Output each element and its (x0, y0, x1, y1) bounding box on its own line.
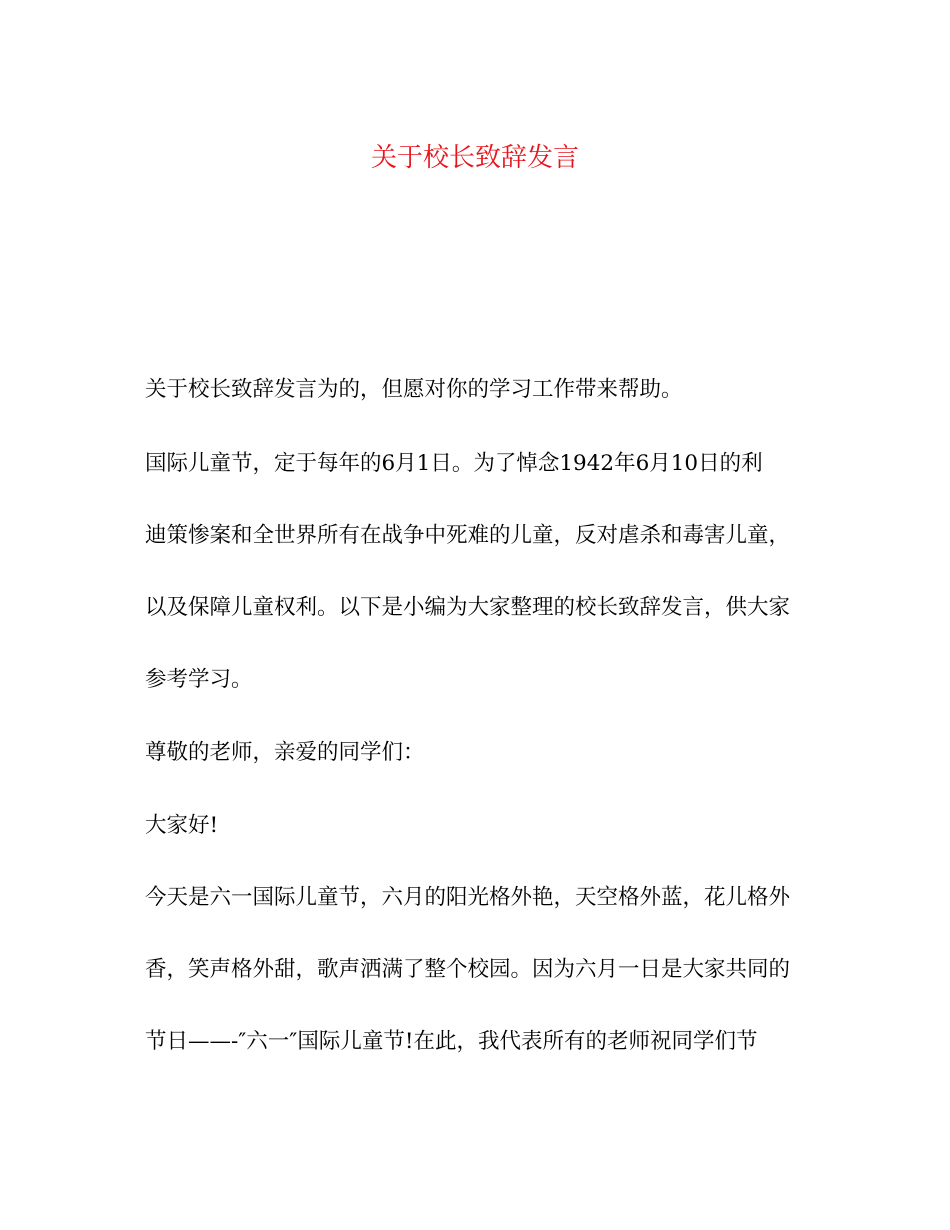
document-title: 关于校长致辞发言 (370, 143, 579, 173)
paragraph-line: 国际儿童节，定于每年的6月1日。为了悼念1942年6月10日的利 (145, 451, 763, 476)
paragraph-line: 迪策惨案和全世界所有在战争中死难的儿童，反对虐杀和毒害儿童， (145, 523, 791, 548)
paragraph-line: 参考学习。 (145, 667, 253, 692)
paragraph-line: 以及保障儿童权利。以下是小编为大家整理的校长致辞发言，供大家 (145, 595, 791, 620)
paragraph-line: 香，笑声格外甜，歌声洒满了整个校园。因为六月一日是大家共同的 (145, 957, 791, 982)
paragraph-line: 今天是六一国际儿童节，六月的阳光格外艳，天空格外蓝，花儿格外 (145, 885, 791, 910)
paragraph-line: 节日——-″六一″国际儿童节!在此，我代表所有的老师祝同学们节 (145, 1029, 758, 1054)
paragraph-line: 尊敬的老师，亲爱的同学们： (145, 740, 425, 765)
paragraph-line: 关于校长致辞发言为的，但愿对你的学习工作带来帮助。 (145, 377, 683, 402)
paragraph-line: 大家好! (145, 813, 219, 838)
